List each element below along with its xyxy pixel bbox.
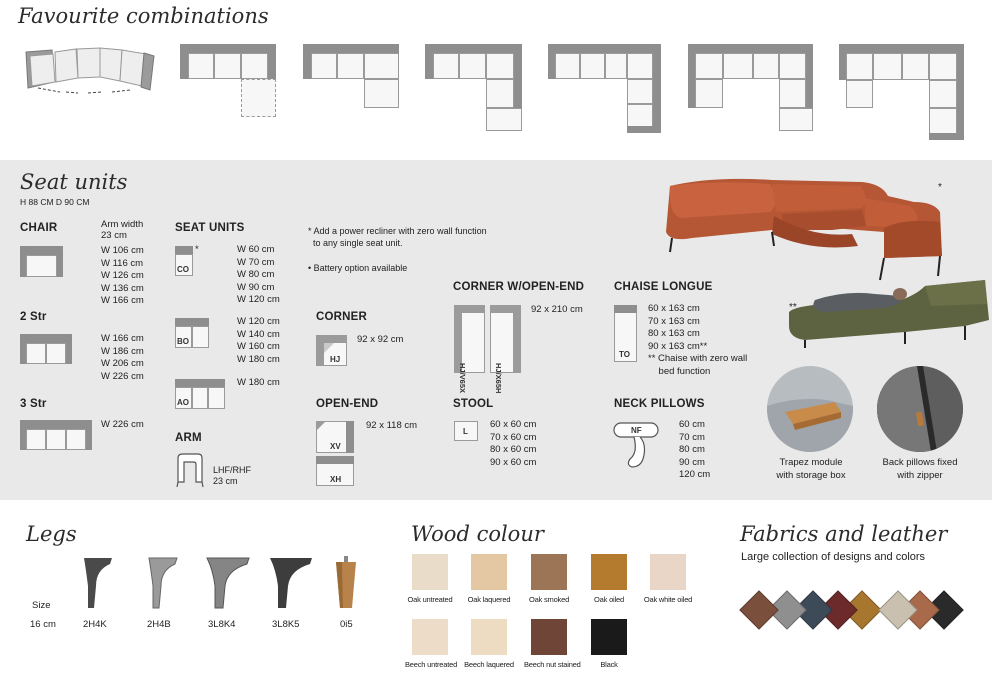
open-end-size: 92 x 118 cm — [366, 420, 418, 431]
corner-open-left-diagram — [454, 305, 485, 394]
co-size: W 60 cm — [237, 244, 275, 255]
wood-swatch[interactable] — [531, 619, 567, 655]
chaise-size: 70 x 163 cm — [648, 315, 700, 327]
legs-size-label: Size — [32, 600, 51, 611]
neck-pillow-label: NF — [631, 426, 642, 435]
corner-label: HJ — [330, 355, 341, 364]
wood-colour-title: Wood colour — [411, 522, 544, 546]
combo-2[interactable] — [180, 44, 277, 120]
leg-2h4k-shape — [84, 558, 112, 608]
wood-swatch-label: Oak untreated — [407, 595, 453, 604]
co-size: W 70 cm — [237, 256, 275, 268]
chaise-sizes — [648, 303, 707, 353]
open-end-xh-diagram — [316, 456, 354, 486]
bo-label: BO — [177, 337, 189, 346]
co-size: W 80 cm — [237, 269, 275, 281]
two-seater-size: W 206 cm — [101, 358, 144, 370]
chaise-heading: CHAISE LONGUE — [614, 281, 713, 293]
co-label: CO — [177, 265, 189, 274]
back-pillow-photo — [877, 366, 963, 452]
fabrics-subtitle: Large collection of designs and colors — [741, 551, 926, 563]
co-unit-diagram — [175, 246, 193, 276]
corner-heading: CORNER — [316, 311, 368, 323]
arm-heading: ARM — [175, 432, 202, 444]
corner-open-left-label: HJ/V65X — [458, 363, 467, 394]
leg-3l8k5[interactable] — [268, 556, 314, 612]
stool-size: 80 x 60 cm — [490, 444, 537, 456]
neck-size: 60 cm — [679, 419, 705, 430]
combo-7[interactable] — [839, 44, 965, 142]
bo-size: W 160 cm — [237, 341, 280, 353]
neck-pillow-diagram — [612, 421, 660, 471]
ao-size: W 180 cm — [237, 377, 280, 388]
bo-size: W 120 cm — [237, 316, 280, 327]
chaise-label: TO — [619, 350, 630, 359]
wood-swatch[interactable] — [412, 619, 448, 655]
legs-title: Legs — [26, 522, 77, 546]
stool-size: 70 x 60 cm — [490, 431, 537, 443]
ao-label: AO — [177, 398, 189, 407]
wood-swatch-label: Beech laquered — [464, 660, 514, 669]
seat-units-title: Seat units — [20, 170, 128, 194]
wood-swatch-label: Oak oiled — [594, 595, 624, 604]
leg-0i5[interactable] — [334, 556, 358, 612]
fabric-swatch[interactable] — [878, 590, 918, 630]
trapez-module-photo — [767, 366, 853, 452]
recliner-note: * Add a power recliner with zero wall function to any single seat unit. — [308, 226, 487, 248]
wood-swatch[interactable] — [650, 554, 686, 590]
wood-swatch[interactable] — [531, 554, 567, 590]
bo-unit-diagram — [175, 318, 209, 348]
three-seater-size: W 226 cm — [101, 419, 144, 430]
wood-swatch[interactable] — [412, 554, 448, 590]
bo-sizes — [237, 316, 280, 366]
stool-label: L — [463, 427, 468, 436]
corner-open-size: 92 x 210 cm — [531, 304, 583, 315]
neck-size: 120 cm — [679, 469, 711, 481]
leg-code-2h4k: 2H4K — [83, 619, 107, 630]
ao-unit-diagram — [175, 379, 225, 409]
rust-sofa-photo — [652, 172, 948, 284]
arm-diagram — [174, 452, 210, 488]
leg-code-3l8k5: 3L8K5 — [272, 619, 300, 630]
leg-2h4b[interactable] — [145, 556, 181, 612]
two-seater-size: W 186 cm — [101, 345, 144, 357]
wood-swatch[interactable] — [471, 619, 507, 655]
chair-heading: CHAIR — [20, 222, 58, 234]
olive-sofa-photo — [785, 276, 990, 350]
chaise-diagram — [614, 305, 637, 362]
chair-size: W 106 cm — [101, 245, 144, 256]
corner-size: 92 x 92 cm — [357, 334, 404, 345]
stool-diagram — [454, 421, 478, 441]
olive-sofa-star: ** — [789, 302, 797, 313]
bo-size: W 140 cm — [237, 328, 280, 340]
chair-arm-width: Arm width 23 cm — [101, 219, 144, 241]
wood-swatch[interactable] — [591, 554, 627, 590]
combo-4[interactable] — [425, 44, 523, 132]
rust-sofa-star: * — [938, 182, 942, 193]
neck-size: 90 cm — [679, 456, 705, 468]
open-end-xv-diagram — [316, 421, 354, 453]
arm-text: LHF/RHF 23 cm — [213, 465, 251, 486]
stool-heading: STOOL — [453, 398, 494, 410]
chaise-size: 90 x 163 cm** — [648, 340, 708, 352]
two-seater-sizes — [101, 333, 144, 383]
fabric-swatch[interactable] — [739, 590, 779, 630]
combo-curved-sofa[interactable] — [20, 44, 155, 100]
combo-6[interactable] — [688, 44, 814, 132]
seat-units-heading: SEAT UNITS — [175, 222, 245, 234]
wood-swatch-label: Oak smoked — [528, 595, 570, 604]
stool-size: 60 x 60 cm — [490, 419, 537, 430]
combo-3[interactable] — [303, 44, 400, 109]
chair-sizes — [101, 245, 144, 308]
chair-size: W 166 cm — [101, 295, 144, 307]
battery-note: • Battery option available — [308, 263, 408, 273]
two-seater-diagram — [20, 334, 72, 364]
leg-code-3l8k4: 3L8K4 — [208, 619, 236, 630]
wood-swatch[interactable] — [471, 554, 507, 590]
chaise-note: ** Chaise with zero wall bed function — [648, 353, 748, 377]
combo-5[interactable] — [548, 44, 662, 134]
leg-code-0i5: 0i5 — [340, 619, 353, 630]
neck-size: 80 cm — [679, 444, 705, 456]
wood-swatch-label: Oak laquered — [467, 595, 511, 604]
three-seater-heading: 3 Str — [20, 398, 47, 410]
co-size: W 120 cm — [237, 294, 280, 306]
co-sizes — [237, 244, 280, 307]
stool-sizes — [490, 419, 536, 469]
neck-pillow-sizes — [679, 419, 710, 482]
corner-diagram — [316, 335, 347, 366]
fabrics-title: Fabrics and leather — [740, 522, 948, 546]
two-seater-heading: 2 Str — [20, 311, 47, 323]
chair-diagram — [20, 246, 63, 277]
neck-size: 70 cm — [679, 431, 705, 443]
chair-size: W 116 cm — [101, 257, 144, 269]
wood-swatch-label: Black — [600, 660, 618, 669]
wood-swatch-label: Beech nut stained — [524, 660, 581, 669]
stool-size: 90 x 60 cm — [490, 456, 537, 468]
chair-size: W 136 cm — [101, 282, 144, 294]
favourite-combinations-title: Favourite combinations — [18, 4, 269, 28]
two-seater-size: W 226 cm — [101, 370, 144, 382]
corner-open-end-heading: CORNER W/OPEN-END — [453, 281, 585, 293]
chair-size: W 126 cm — [101, 270, 144, 282]
two-seater-size: W 166 cm — [101, 333, 144, 344]
back-pillow-caption: Back pillows fixed with zipper — [882, 457, 958, 481]
xh-label: XH — [330, 475, 342, 484]
bo-size: W 180 cm — [237, 353, 280, 365]
chaise-size: 60 x 163 cm — [648, 303, 700, 314]
wood-swatch-label: Oak white oiled — [643, 595, 693, 604]
co-size: W 90 cm — [237, 281, 275, 293]
seat-dimensions: H 88 CM D 90 CM — [20, 197, 90, 207]
neck-pillows-heading: NECK PILLOWS — [614, 398, 705, 410]
legs-size-value: 16 cm — [30, 619, 56, 630]
trapez-caption: Trapez module with storage box — [776, 457, 846, 481]
wood-swatch[interactable] — [591, 619, 627, 655]
chaise-size: 80 x 163 cm — [648, 328, 700, 340]
leg-code-2h4b: 2H4B — [147, 619, 171, 630]
leg-2h4k[interactable] — [80, 556, 116, 612]
leg-3l8k4[interactable] — [205, 556, 251, 612]
open-end-heading: OPEN-END — [316, 398, 379, 410]
three-seater-diagram — [20, 420, 92, 450]
xv-label: XV — [330, 442, 341, 451]
corner-open-right-label: HJ/X65H — [494, 363, 503, 394]
co-note-star: * — [195, 244, 199, 255]
wood-swatch-label: Beech untreated — [405, 660, 458, 669]
corner-open-right-diagram — [490, 305, 521, 394]
